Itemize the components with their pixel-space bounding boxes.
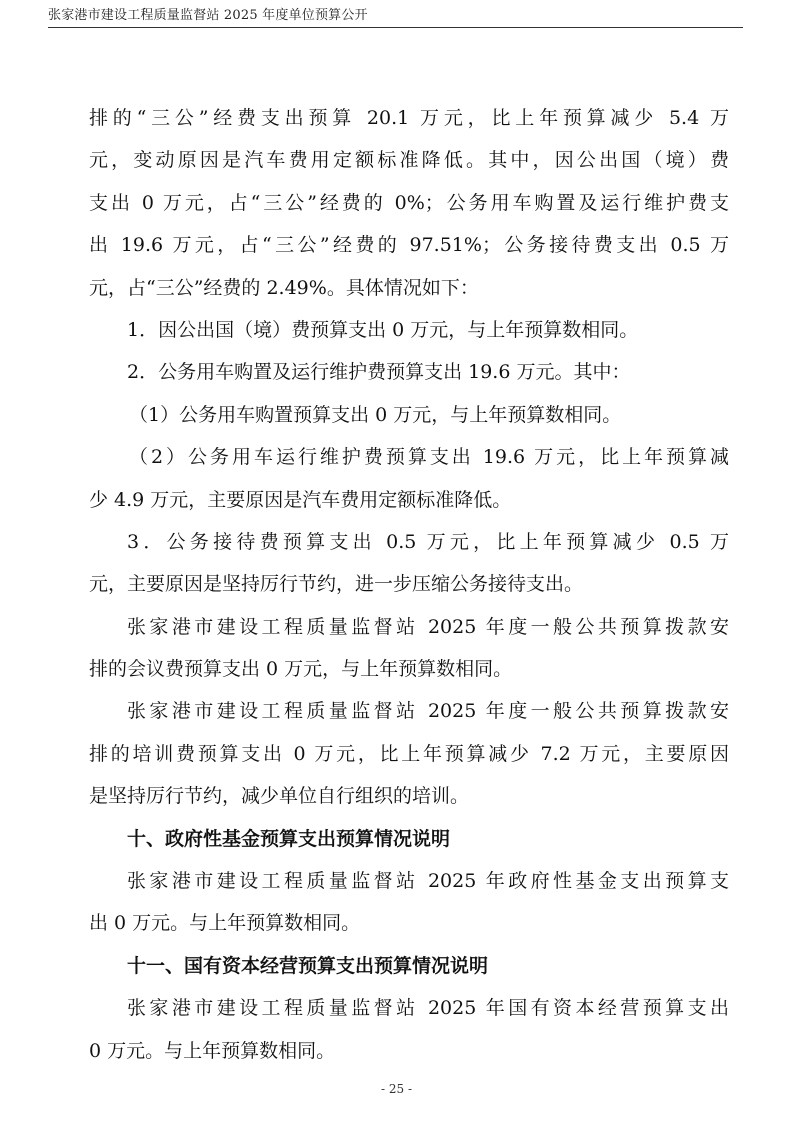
sub-list-item: （2）公务用车运行维护费预算支出 19.6 万元，比上年预算减	[129, 446, 729, 469]
paragraph-line: 排的培训费预算支出 0 万元，比上年预算减少 7.2 万元，主要原因	[89, 742, 729, 765]
list-item: 3．公务接待费预算支出 0.5 万元，比上年预算减少 0.5 万	[127, 530, 729, 553]
header-divider	[48, 27, 743, 28]
paragraph-line: 出 0 万元。与上年预算数相同。	[89, 912, 361, 935]
paragraph-line: 张家港市建设工程质量监督站 2025 年国有资本经营预算支出	[127, 997, 729, 1020]
paragraph-line: 张家港市建设工程质量监督站 2025 年度一般公共预算拨款安	[127, 700, 729, 723]
paragraph-line: 少 4.9 万元，主要原因是汽车费用定额标准降低。	[89, 488, 512, 511]
section-heading-11: 十一、国有资本经营预算支出预算情况说明	[127, 954, 489, 977]
paragraph-line: 元，占“三公”经费的 2.49%。具体情况如下：	[89, 276, 479, 299]
list-item: 1．因公出国（境）费预算支出 0 万元，与上年预算数相同。	[127, 318, 639, 341]
paragraph-line: 元，变动原因是汽车费用定额标准降低。其中，因公出国（境）费	[89, 149, 729, 172]
sub-list-item: （1）公务用车购置预算支出 0 万元，与上年预算数相同。	[129, 403, 622, 426]
paragraph-line: 支出 0 万元，占“三公”经费的 0%；公务用车购置及运行维护费支	[89, 191, 729, 214]
paragraph-line: 是坚持厉行节约，减少单位自行组织的培训。	[89, 785, 470, 808]
running-header: 张家港市建设工程质量监督站 2025 年度单位预算公开	[48, 8, 368, 23]
paragraph-line: 张家港市建设工程质量监督站 2025 年度一般公共预算拨款安	[127, 615, 729, 638]
document-body	[89, 97, 729, 1072]
paragraph-line: 排的会议费预算支出 0 万元，与上年预算数相同。	[89, 658, 513, 681]
paragraph-line: 张家港市建设工程质量监督站 2025 年政府性基金支出预算支	[127, 870, 729, 893]
paragraph-line: 0 万元。与上年预算数相同。	[89, 1039, 336, 1062]
paragraph-line: 出 19.6 万元，占“三公”经费的 97.51%；公务接待费支出 0.5 万	[89, 234, 729, 257]
paragraph-line: 排的“三公”经费支出预算 20.1 万元，比上年预算减少 5.4 万	[89, 107, 729, 129]
paragraph-line: 元，主要原因是坚持厉行节约，进一步压缩公务接待支出。	[89, 573, 584, 596]
list-item: 2．公务用车购置及运行维护费预算支出 19.6 万元。其中：	[127, 361, 631, 384]
section-heading-10: 十、政府性基金预算支出预算情况说明	[127, 827, 451, 850]
page-number: - 25 -	[380, 1082, 412, 1096]
